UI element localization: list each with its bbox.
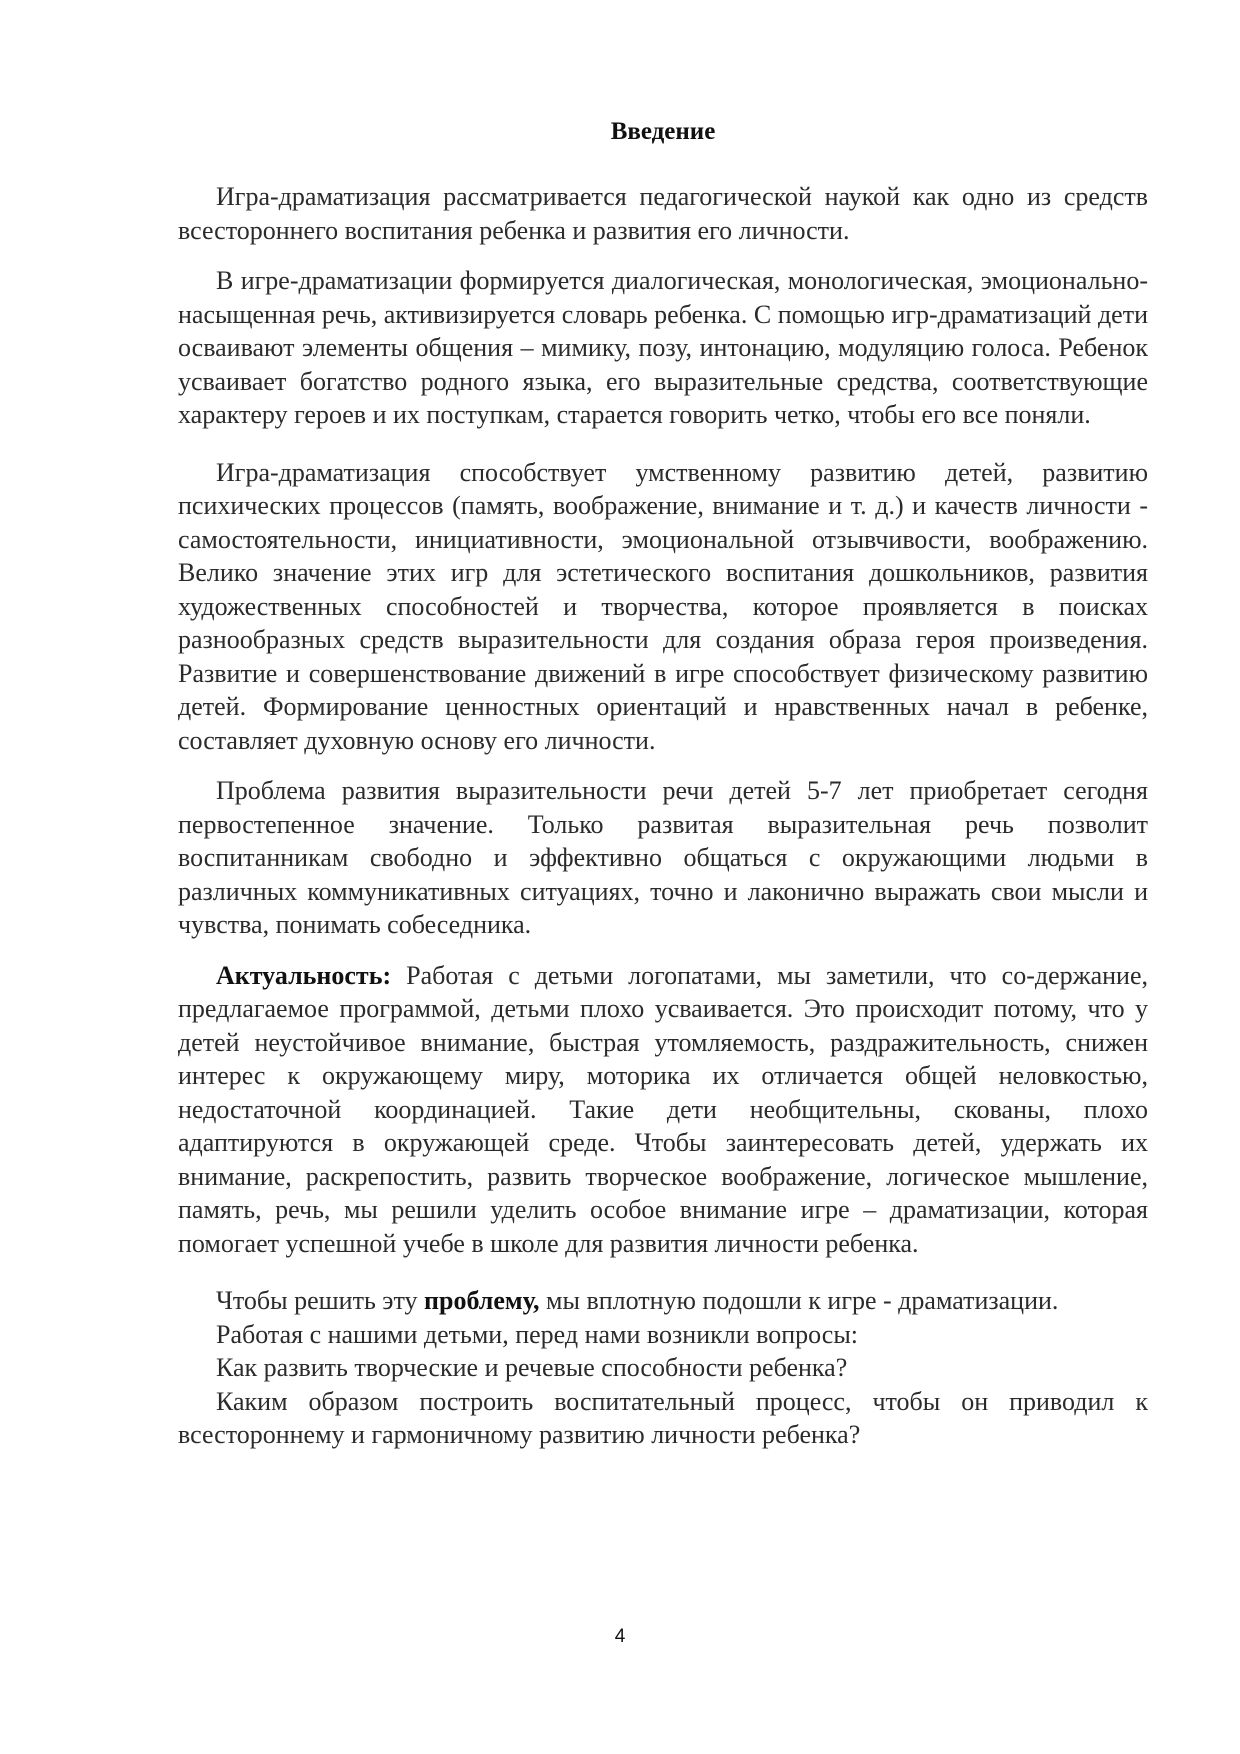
paragraph-speech-development: В игре-драматизации формируется диалогическая, монологическая, эмоционально-насыщенная речь, активизируется словарь ребенка. С помощью игр-драматизаций дети осваивают элементы общения – мимику, позу, интонацию, модуляцию голоса. Ребенок усваивает богатство родного языка, его выразительные средства, соответствующие характеру героев и их поступкам, старается говорить четко, чтобы его все поняли. [178, 266, 1148, 429]
relevance-text: Работая с детьми логопатами, мы заметили, что со-держание, предлагаемое программой, детьми плохо усваивается. Это происходит потому, что у детей неустойчивое внимание, быстрая утомляемость, раздражительность, снижен интерес к окружающему миру, моторика их отличается общей неловкостью, недостаточной координацией. Такие дети необщительны, скованы, плохо адаптируются в окружающей среде. Чтобы заинтересовать детей, удержать их внимание, раскрепостить, развить творческое воображение, логическое мышление, память, речь, мы решили уделить особое внимание игре – драматизации, которая помогает успешной учебе в школе для развития личности ребенка. [178, 960, 1148, 1258]
paragraph-approach [178, 1284, 1148, 1318]
paragraph-question-2: Каким образом построить воспитательный процесс, чтобы он приводил к всестороннему и гармоничному развитию личности ребенка? [178, 1386, 1148, 1449]
approach-problem-word: проблему, [424, 1286, 540, 1315]
document-body [178, 180, 1148, 1452]
paragraph-relevance [178, 959, 1148, 1261]
page-number: 4 [614, 1626, 626, 1647]
paragraph-questions-intro: Работая с нашими детьми, перед нами возникли вопросы: [216, 1319, 859, 1349]
section-title: Введение [610, 118, 716, 145]
relevance-label: Актуальность: [216, 960, 392, 990]
paragraph-problem: Проблема развития выразительности речи детей 5-7 лет приобретает сегодня первостепенное значение. Только развитая выразительная речь позволит воспитанникам свободно и эффективно общаться с окружающими людьми в различных коммуникативных ситуациях, точно и лаконично выражать свои мысли и чувства, понимать собеседника. [178, 776, 1148, 939]
approach-text-before: Чтобы решить эту [216, 1286, 424, 1315]
paragraph-question-1: Как развить творческие и речевые способности ребенка? [216, 1353, 848, 1382]
paragraph-intro: Игра-драматизация рассматривается педагогической наукой как одно из средств всестороннего воспитания ребенка и развития его личности. [178, 182, 1148, 245]
paragraph-mental-development: Игра-драматизация способствует умственному развитию детей, развитию психических процессов (память, воображение, внимание и т. д.) и качеств личности - самостоятельности, инициативности, эмоциональной отзывчивости, воображению. Велико значение этих игр для эстетического воспитания дошкольников, развития художественных способностей и творчества, которое проявляется в поисках разнообразных средств выразительности для создания образа героя произведения. Развитие и совершенствование движений в игре способствует физическому развитию детей. Формирование ценностных ориентаций и нравственных начал в ребенке, составляет духовную основу его личности. [178, 457, 1148, 755]
approach-text-after: мы вплотную подошли к игре - драматизации. [539, 1286, 1059, 1315]
